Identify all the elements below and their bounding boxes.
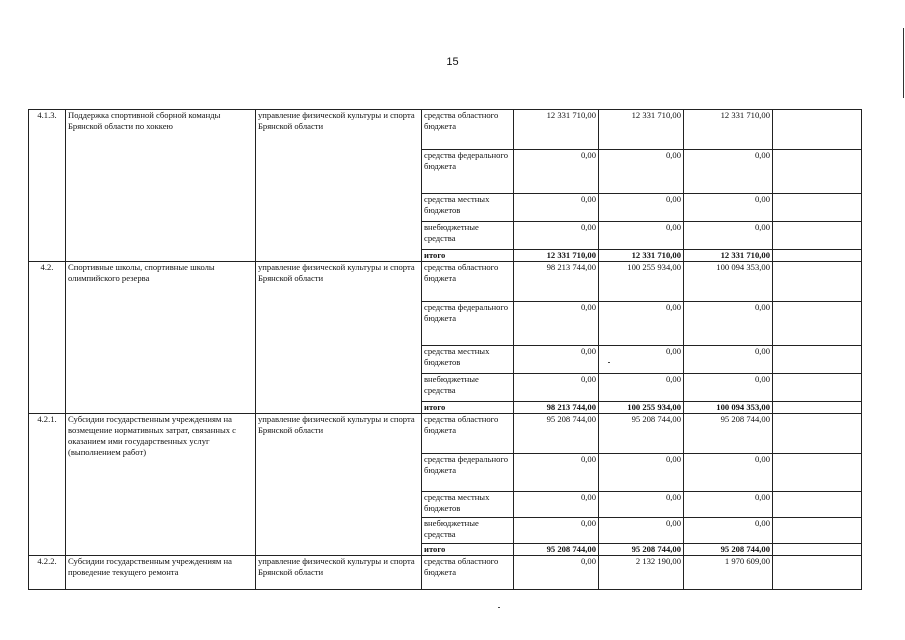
amount-year-3: 0,00 (684, 374, 773, 402)
amount-year-2: 95 208 744,00 (599, 414, 684, 454)
funding-source: средства местных бюджетов (422, 346, 514, 374)
empty-cell (773, 454, 862, 492)
table-row (29, 110, 862, 150)
funding-source: средства федерального бюджета (422, 454, 514, 492)
empty-cell (773, 250, 862, 262)
item-title: Субсидии государственным учреждениям на возмещение нормативных затрат, связанных с оказанием ими государственных услуг (выполнением работ) (66, 414, 256, 556)
funding-source: внебюджетные средства (422, 374, 514, 402)
funding-source: средства федерального бюджета (422, 302, 514, 346)
amount-year-1: 0,00 (514, 492, 599, 518)
funding-source: внебюджетные средства (422, 222, 514, 250)
empty-cell (773, 222, 862, 250)
page-number: 15 (446, 56, 459, 68)
amount-year-3: 95 208 744,00 (684, 544, 773, 556)
amount-year-3: 100 094 353,00 (684, 402, 773, 414)
item-title: Субсидии государственным учреждениям на проведение текущего ремонта (66, 556, 256, 590)
empty-cell (773, 194, 862, 222)
funding-source: средства областного бюджета (422, 110, 514, 150)
amount-year-2: 0,00 (599, 346, 684, 374)
amount-year-2: 0,00 (599, 374, 684, 402)
amount-year-1: 95 208 744,00 (514, 414, 599, 454)
empty-cell (773, 346, 862, 374)
amount-year-1: 98 213 744,00 (514, 262, 599, 302)
table-row (29, 262, 862, 302)
amount-year-2: 0,00 (599, 222, 684, 250)
amount-year-2: 100 255 934,00 (599, 262, 684, 302)
amount-year-1: 0,00 (514, 556, 599, 590)
amount-year-2: 12 331 710,00 (599, 110, 684, 150)
item-executor: управление физической культуры и спорта Брянской области (256, 262, 422, 414)
amount-year-2: 95 208 744,00 (599, 544, 684, 556)
funding-source: средства федерального бюджета (422, 150, 514, 194)
scan-speck (498, 607, 500, 608)
amount-year-3: 1 970 609,00 (684, 556, 773, 590)
budget-table (28, 109, 862, 590)
empty-cell (773, 544, 862, 556)
item-title: Спортивные школы, спортивные школы олимпийского резерва (66, 262, 256, 414)
item-executor: управление физической культуры и спорта Брянской области (256, 414, 422, 556)
amount-year-3: 95 208 744,00 (684, 414, 773, 454)
funding-source: средства областного бюджета (422, 414, 514, 454)
amount-year-1: 0,00 (514, 302, 599, 346)
item-executor: управление физической культуры и спорта Брянской области (256, 110, 422, 262)
amount-year-1: 0,00 (514, 222, 599, 250)
amount-year-2: 0,00 (599, 454, 684, 492)
item-number: 4.2.1. (29, 414, 66, 556)
budget-table-body (29, 110, 862, 590)
amount-year-2: 0,00 (599, 194, 684, 222)
empty-cell (773, 374, 862, 402)
amount-year-1: 95 208 744,00 (514, 544, 599, 556)
item-title: Поддержка спортивной сборной команды Брянской области по хоккею (66, 110, 256, 262)
empty-cell (773, 110, 862, 150)
amount-year-3: 0,00 (684, 222, 773, 250)
amount-year-2: 12 331 710,00 (599, 250, 684, 262)
table-row (29, 556, 862, 590)
funding-source: средства местных бюджетов (422, 194, 514, 222)
amount-year-3: 0,00 (684, 454, 773, 492)
empty-cell (773, 402, 862, 414)
amount-year-3: 0,00 (684, 518, 773, 544)
item-number: 4.1.3. (29, 110, 66, 262)
scan-speck (608, 362, 610, 363)
amount-year-2: 2 132 190,00 (599, 556, 684, 590)
funding-source: итого (422, 544, 514, 556)
amount-year-2: 0,00 (599, 302, 684, 346)
amount-year-1: 0,00 (514, 374, 599, 402)
amount-year-3: 0,00 (684, 492, 773, 518)
amount-year-3: 0,00 (684, 194, 773, 222)
amount-year-2: 100 255 934,00 (599, 402, 684, 414)
funding-source: средства областного бюджета (422, 556, 514, 590)
funding-source: итого (422, 402, 514, 414)
amount-year-2: 0,00 (599, 492, 684, 518)
amount-year-1: 12 331 710,00 (514, 110, 599, 150)
amount-year-1: 0,00 (514, 346, 599, 374)
funding-source: средства местных бюджетов (422, 492, 514, 518)
empty-cell (773, 302, 862, 346)
amount-year-3: 0,00 (684, 302, 773, 346)
amount-year-3: 0,00 (684, 346, 773, 374)
amount-year-2: 0,00 (599, 518, 684, 544)
empty-cell (773, 414, 862, 454)
amount-year-3: 12 331 710,00 (684, 110, 773, 150)
empty-cell (773, 150, 862, 194)
amount-year-3: 0,00 (684, 150, 773, 194)
empty-cell (773, 556, 862, 590)
amount-year-1: 12 331 710,00 (514, 250, 599, 262)
funding-source: средства областного бюджета (422, 262, 514, 302)
amount-year-2: 0,00 (599, 150, 684, 194)
funding-source: внебюджетные средства (422, 518, 514, 544)
table-row (29, 414, 862, 454)
funding-source: итого (422, 250, 514, 262)
item-number: 4.2.2. (29, 556, 66, 590)
amount-year-1: 0,00 (514, 454, 599, 492)
scan-edge-line (903, 28, 904, 98)
amount-year-1: 0,00 (514, 150, 599, 194)
amount-year-1: 0,00 (514, 518, 599, 544)
empty-cell (773, 262, 862, 302)
item-executor: управление физической культуры и спорта Брянской области (256, 556, 422, 590)
amount-year-1: 0,00 (514, 194, 599, 222)
empty-cell (773, 518, 862, 544)
amount-year-3: 12 331 710,00 (684, 250, 773, 262)
item-number: 4.2. (29, 262, 66, 414)
amount-year-1: 98 213 744,00 (514, 402, 599, 414)
amount-year-3: 100 094 353,00 (684, 262, 773, 302)
empty-cell (773, 492, 862, 518)
